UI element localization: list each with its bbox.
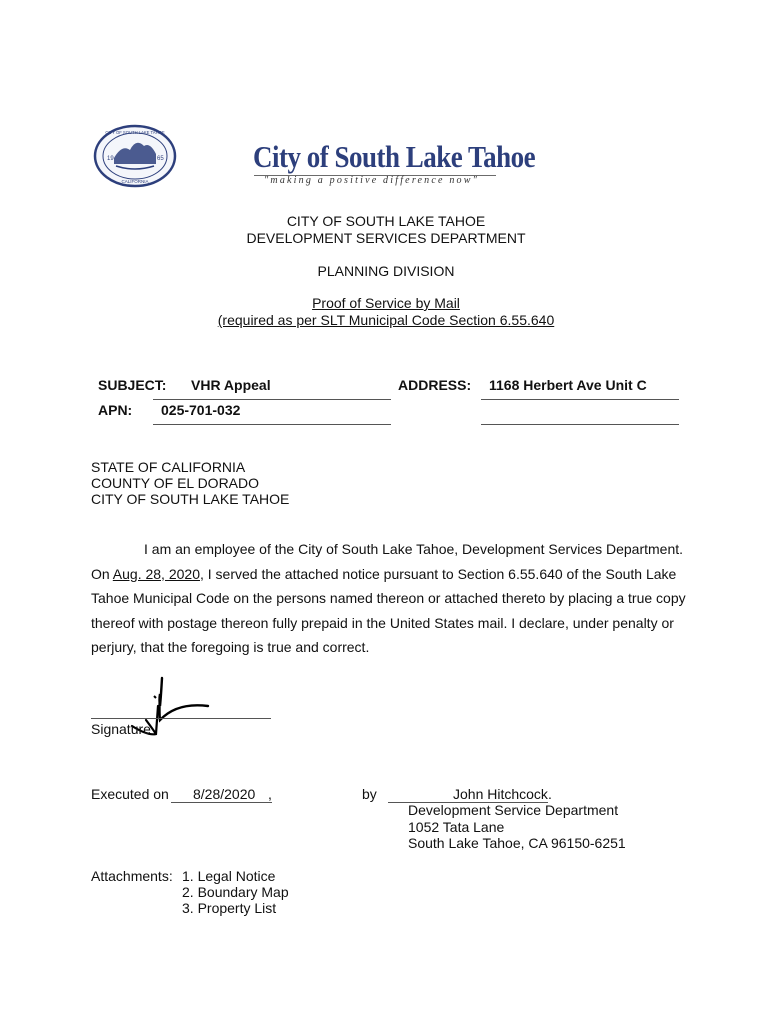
state-line: STATE OF CALIFORNIA xyxy=(91,459,246,475)
city-name: City of South Lake Tahoe xyxy=(253,140,536,174)
city-wordmark xyxy=(248,140,536,188)
document-subtitle xyxy=(0,312,770,328)
apn-label: APN: xyxy=(98,402,133,418)
attachments-label: Attachments: xyxy=(91,868,173,884)
attachment-item: 3. Property List xyxy=(182,900,277,916)
declaration-text-2: , I served the attached notice pursuant to Section 6.55.640 of the South Lake Tahoe Municipal Code on the persons named thereon or attached thereto by placing a true copy thereof with postage thereon fully prepaid in the United States mail. I declare, under penalty or perjury, that the foregoing is true and correct. xyxy=(91,565,686,655)
executed-date: 8/28/2020 xyxy=(193,786,256,802)
seal-bottom-text: CALIFORNIA xyxy=(121,179,149,184)
signature-label: Signature xyxy=(91,721,151,737)
service-date: Aug. 28, 2020 xyxy=(112,565,200,582)
address-label: ADDRESS: xyxy=(398,377,472,393)
document-subtitle-text: (required as per SLT Municipal Code Section 6.55.640 xyxy=(217,312,555,328)
signature-line xyxy=(91,718,271,719)
declaration-text-1: I am an employee of the City of South Lake Tahoe, Development Services Department. On xyxy=(91,541,684,582)
seal-top-text: CITY OF SOUTH LAKE TAHOE xyxy=(105,130,165,135)
document-title-text: Proof of Service by Mail xyxy=(312,295,460,311)
server-street: 1052 Tata Lane xyxy=(408,819,505,835)
executed-date-underline xyxy=(171,802,272,803)
executed-comma: , xyxy=(268,786,272,802)
header-line-2: DEVELOPMENT SERVICES DEPARTMENT xyxy=(246,230,526,246)
subject-underline xyxy=(153,399,391,400)
apn-underline xyxy=(153,424,391,425)
address-value: 1168 Herbert Ave Unit C xyxy=(489,377,647,393)
city-line: CITY OF SOUTH LAKE TAHOE xyxy=(91,491,290,507)
seal-year-left: 19 xyxy=(107,156,114,162)
declaration-paragraph xyxy=(91,537,691,660)
division-title: PLANNING DIVISION xyxy=(317,263,455,279)
document-title xyxy=(0,295,770,311)
blank-underline xyxy=(481,424,679,425)
name-period: . xyxy=(548,786,552,802)
server-name: John Hitchcock xyxy=(453,786,548,802)
address-underline xyxy=(481,399,679,400)
server-department: Development Service Department xyxy=(408,802,619,818)
subject-label: SUBJECT: xyxy=(98,377,167,393)
city-tagline: "making a positive difference now" xyxy=(264,175,480,186)
city-seal-logo xyxy=(92,124,178,188)
header-line-1: CITY OF SOUTH LAKE TAHOE xyxy=(286,213,486,229)
county-line: COUNTY OF EL DORADO xyxy=(91,475,260,491)
seal-year-right: 65 xyxy=(157,156,164,162)
attachment-item: 2. Boundary Map xyxy=(182,884,289,900)
server-city-state-zip: South Lake Tahoe, CA 96150-6251 xyxy=(408,835,626,851)
attachment-item: 1. Legal Notice xyxy=(182,868,276,884)
executed-on-label: Executed on xyxy=(91,786,169,802)
apn-value: 025-701-032 xyxy=(161,402,241,418)
subject-value: VHR Appeal xyxy=(191,377,271,393)
by-label: by xyxy=(362,786,377,802)
